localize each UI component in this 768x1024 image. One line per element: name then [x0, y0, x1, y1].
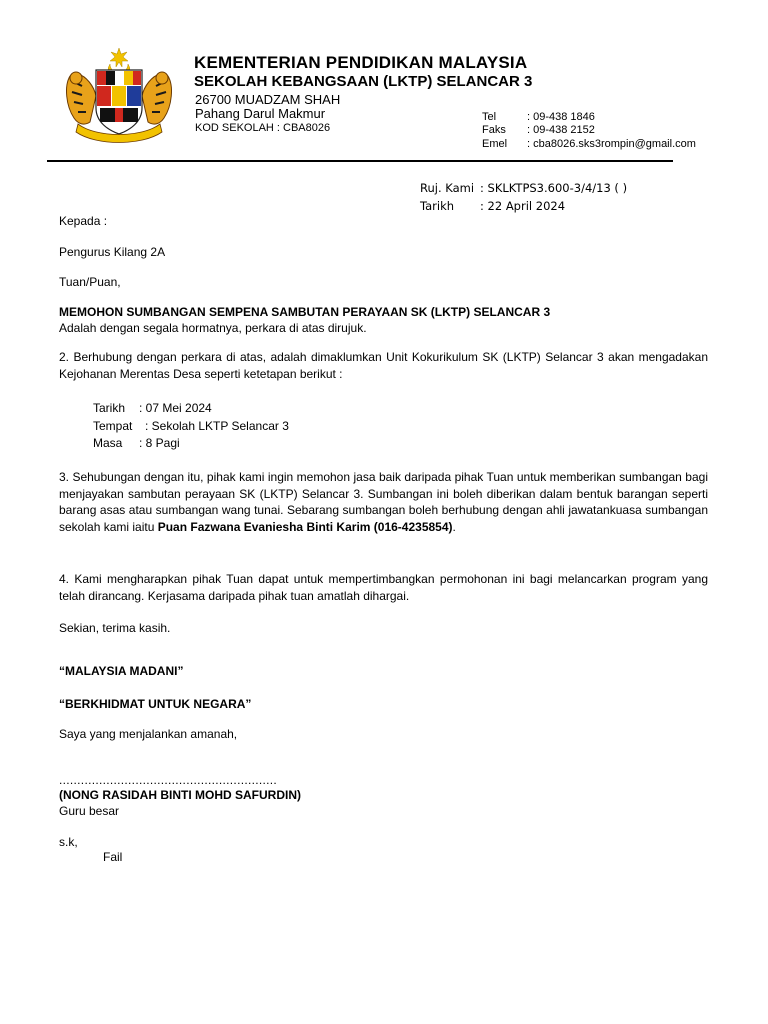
sign-off: Saya yang menjalankan amanah, [59, 727, 238, 741]
school-name: SEKOLAH KEBANGSAAN (LKTP) SELANCAR 3 [194, 73, 533, 90]
salutation: Tuan/Puan, [59, 275, 121, 289]
fax-value: : 09-438 2152 [527, 124, 595, 136]
email-value: : cba8026.sks3rompin@gmail.com [527, 138, 696, 150]
contact-person: Puan Fazwana Evaniesha Binti Karim (016-4235854) [157, 519, 453, 534]
detail-label: Masa [93, 436, 123, 450]
detail-label: Tempat [93, 418, 133, 433]
ref-value: : SKLKTPS3.600-3/4/13 ( ) [480, 181, 628, 195]
detail-row-date [93, 400, 289, 418]
email-label: Emel [482, 138, 508, 150]
closing-line: Sekian, terima kasih. [59, 621, 171, 635]
address-line2: Pahang Darul Makmur [195, 106, 326, 121]
detail-value: : 8 Pagi [139, 436, 180, 450]
to-label: Kepada : [59, 214, 108, 228]
recipient-name: Pengurus Kilang 2A [59, 245, 166, 259]
ministry-name: KEMENTERIAN PENDIDIKAN MALAYSIA [194, 53, 528, 72]
cc-item: Fail [103, 850, 123, 864]
tel-label: Tel [482, 111, 497, 123]
detail-value: : Sekolah LKTP Selancar 3 [145, 418, 289, 433]
letter-subject: MEMOHON SUMBANGAN SEMPENA SAMBUTAN PERAYAAN SK (LKTP) SELANCAR 3 [59, 305, 551, 319]
detail-row-place [93, 418, 289, 436]
address-line1: 26700 MUADZAM SHAH [195, 92, 341, 107]
detail-value: : 07 Mei 2024 [139, 401, 212, 415]
signatory-name: (NONG RASIDAH BINTI MOHD SAFURDIN) [59, 788, 301, 802]
event-details [93, 400, 289, 453]
header-divider [47, 160, 673, 162]
ref-label: Ruj. Kami [420, 181, 475, 195]
signatory-title: Guru besar [59, 804, 120, 818]
paragraph-4: 4. Kami mengharapkan pihak Tuan dapat untuk mempertimbangkan permohonan ini bagi melancarkan program yang telah dirancang. Kerjasama daripada pihak tuan amatlah dihargai. [59, 572, 708, 603]
paragraph-3-text: 3. Sehubungan dengan itu, pihak kami ingin memohon jasa baik daripada pihak Tuan untuk memberikan sumbangan bagi menjayakan sambutan perayaan SK (LKTP) Selancar 3. Sumbangan ini boleh diberikan dalam bentuk barangan seperti barang asas atau sumbangan wang tunai. Sebarang sumbangan boleh berhubung dengan ahli jawatankuasa sumbangan sekolah kami iaitu [59, 470, 708, 534]
fax-label: Faks [482, 124, 506, 136]
paragraph-3 [59, 469, 708, 535]
paragraph-2: 2. Berhubung dengan perkara di atas, adalah dimaklumkan Unit Kokurikulum SK (LKTP) Selancar 3 akan mengadakan Kejohanan Merentas Desa seperti ketetapan berikut : [59, 350, 708, 381]
date-value: : 22 April 2024 [480, 199, 566, 213]
date-label: Tarikh [420, 199, 455, 213]
slogan-berkhidmat: “BERKHIDMAT UNTUK NEGARA” [59, 697, 252, 711]
tel-value: : 09-438 1846 [527, 111, 595, 123]
detail-label: Tarikh [93, 401, 126, 415]
coat-of-arms-logo [60, 46, 178, 146]
paragraph-3-end: . [452, 519, 456, 534]
slogan-madani: “MALAYSIA MADANI” [59, 664, 184, 678]
school-code: KOD SEKOLAH : CBA8026 [195, 122, 331, 134]
signature-line: ............................................................ [59, 773, 278, 787]
detail-row-time [93, 435, 289, 453]
opening-line: Adalah dengan segala hormatnya, perkara di atas dirujuk. [59, 321, 367, 335]
cc-label: s.k, [59, 835, 78, 849]
